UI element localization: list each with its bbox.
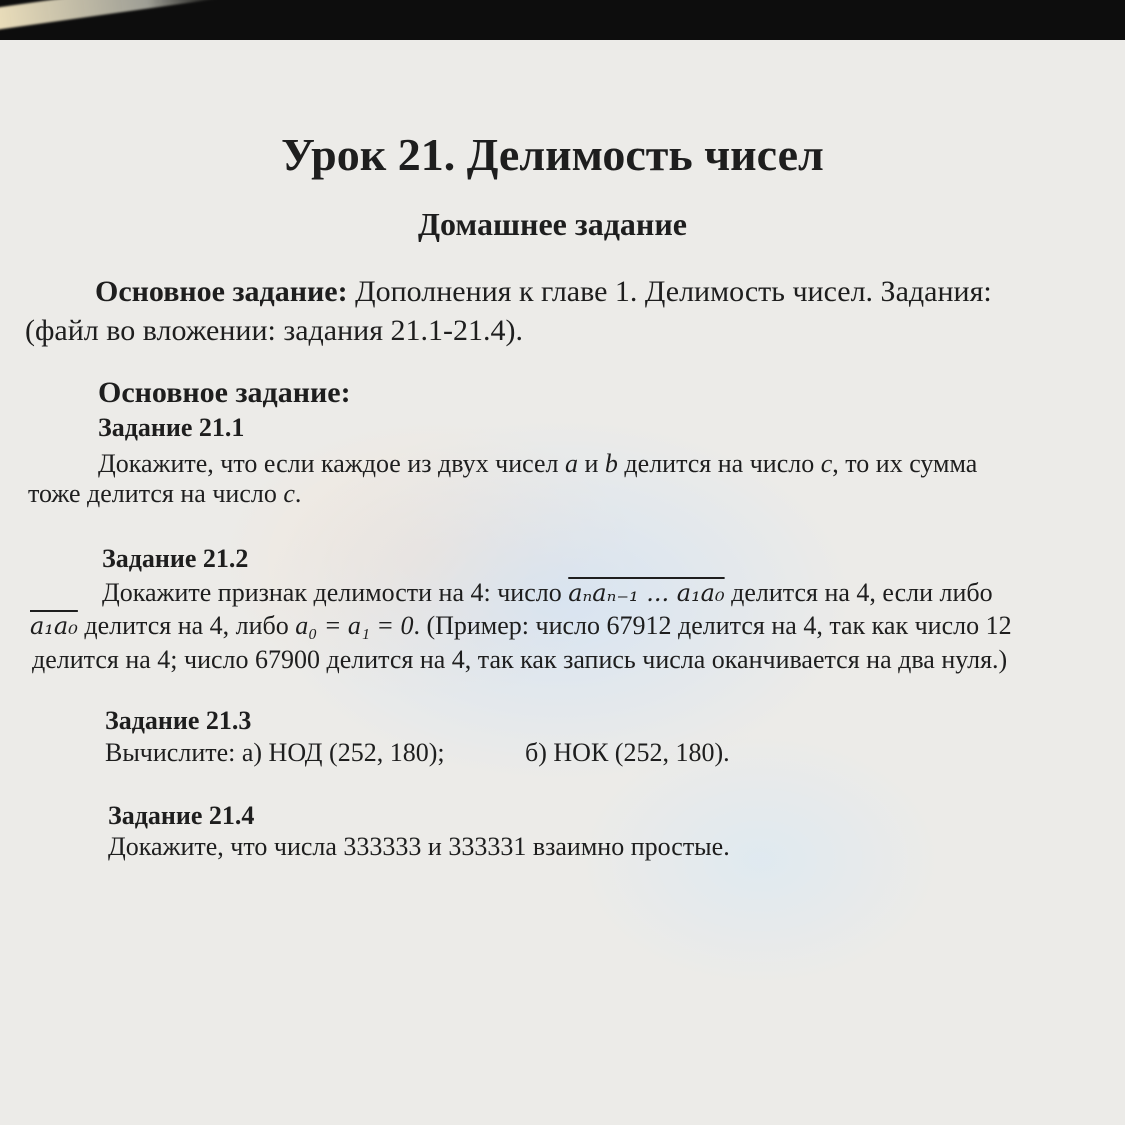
task-21-2-line-1 xyxy=(102,578,993,608)
document-page xyxy=(0,40,1125,1125)
task-21-1-text-c: делится на число xyxy=(617,449,821,478)
last-digits-notation: a₁a₀ xyxy=(30,612,78,640)
screen-glare xyxy=(0,0,219,32)
task-21-1-text-e: тоже делится на число xyxy=(28,479,284,508)
page-subtitle: Домашнее задание xyxy=(418,206,687,242)
task-21-2-text-b: делится на 4, если либо xyxy=(724,578,993,607)
var-a: a xyxy=(565,449,578,478)
task-21-3-part-a: Вычислите: а) НОД (252, 180); xyxy=(105,738,445,767)
task-21-1-text-a: Докажите, что если каждое из двух чисел xyxy=(98,449,565,478)
task-21-1-text-f: . xyxy=(294,479,302,508)
task-21-2-text-d: . (Пример: число 67912 делится на 4, так как число 12 xyxy=(413,611,1012,640)
var-c-2: c xyxy=(283,479,295,508)
task-21-1-text-b: и xyxy=(578,449,605,478)
task-21-1-text-d: , то их сумма xyxy=(832,449,978,478)
task-21-2-text-a: Докажите признак делимости на 4: число xyxy=(102,578,569,607)
intro-label: Основное задание: xyxy=(95,275,348,308)
task-21-1-heading: Задание 21.1 xyxy=(98,413,245,442)
task-21-2-text-c: делится на 4, либо xyxy=(77,611,296,640)
task-21-2-line-3: делится на 4; число 67900 делится на 4, так как запись числа оканчивается на два нуля.) xyxy=(32,645,1008,674)
task-21-2-heading: Задание 21.2 xyxy=(102,544,249,573)
task-21-2-line-2 xyxy=(30,611,1012,641)
var-c: c xyxy=(820,449,833,478)
intro-text-1: Дополнения к главе 1. Делимость чисел. Задания: xyxy=(355,275,992,308)
task-21-4-text: Докажите, что числа 333333 и 333331 взаимно простые. xyxy=(108,832,730,861)
number-notation: aₙaₙ₋₁ ... a₁a₀ xyxy=(568,579,725,607)
task-21-4-heading: Задание 21.4 xyxy=(108,801,255,830)
intro-text-2: (файл во вложении: задания 21.1-21.4). xyxy=(25,314,524,347)
var-b: b xyxy=(604,449,618,478)
page-title: Урок 21. Делимость чисел xyxy=(281,129,824,180)
task-21-3-part-b: б) НОК (252, 180). xyxy=(525,738,730,767)
task-21-1-line-2 xyxy=(28,479,301,509)
intro-line-1 xyxy=(95,275,992,309)
zero-condition: a₀ = a₁ = 0 xyxy=(295,611,414,640)
task-21-1-line-1 xyxy=(98,449,977,479)
task-21-3-heading: Задание 21.3 xyxy=(105,706,252,735)
main-heading: Основное задание: xyxy=(98,376,351,409)
